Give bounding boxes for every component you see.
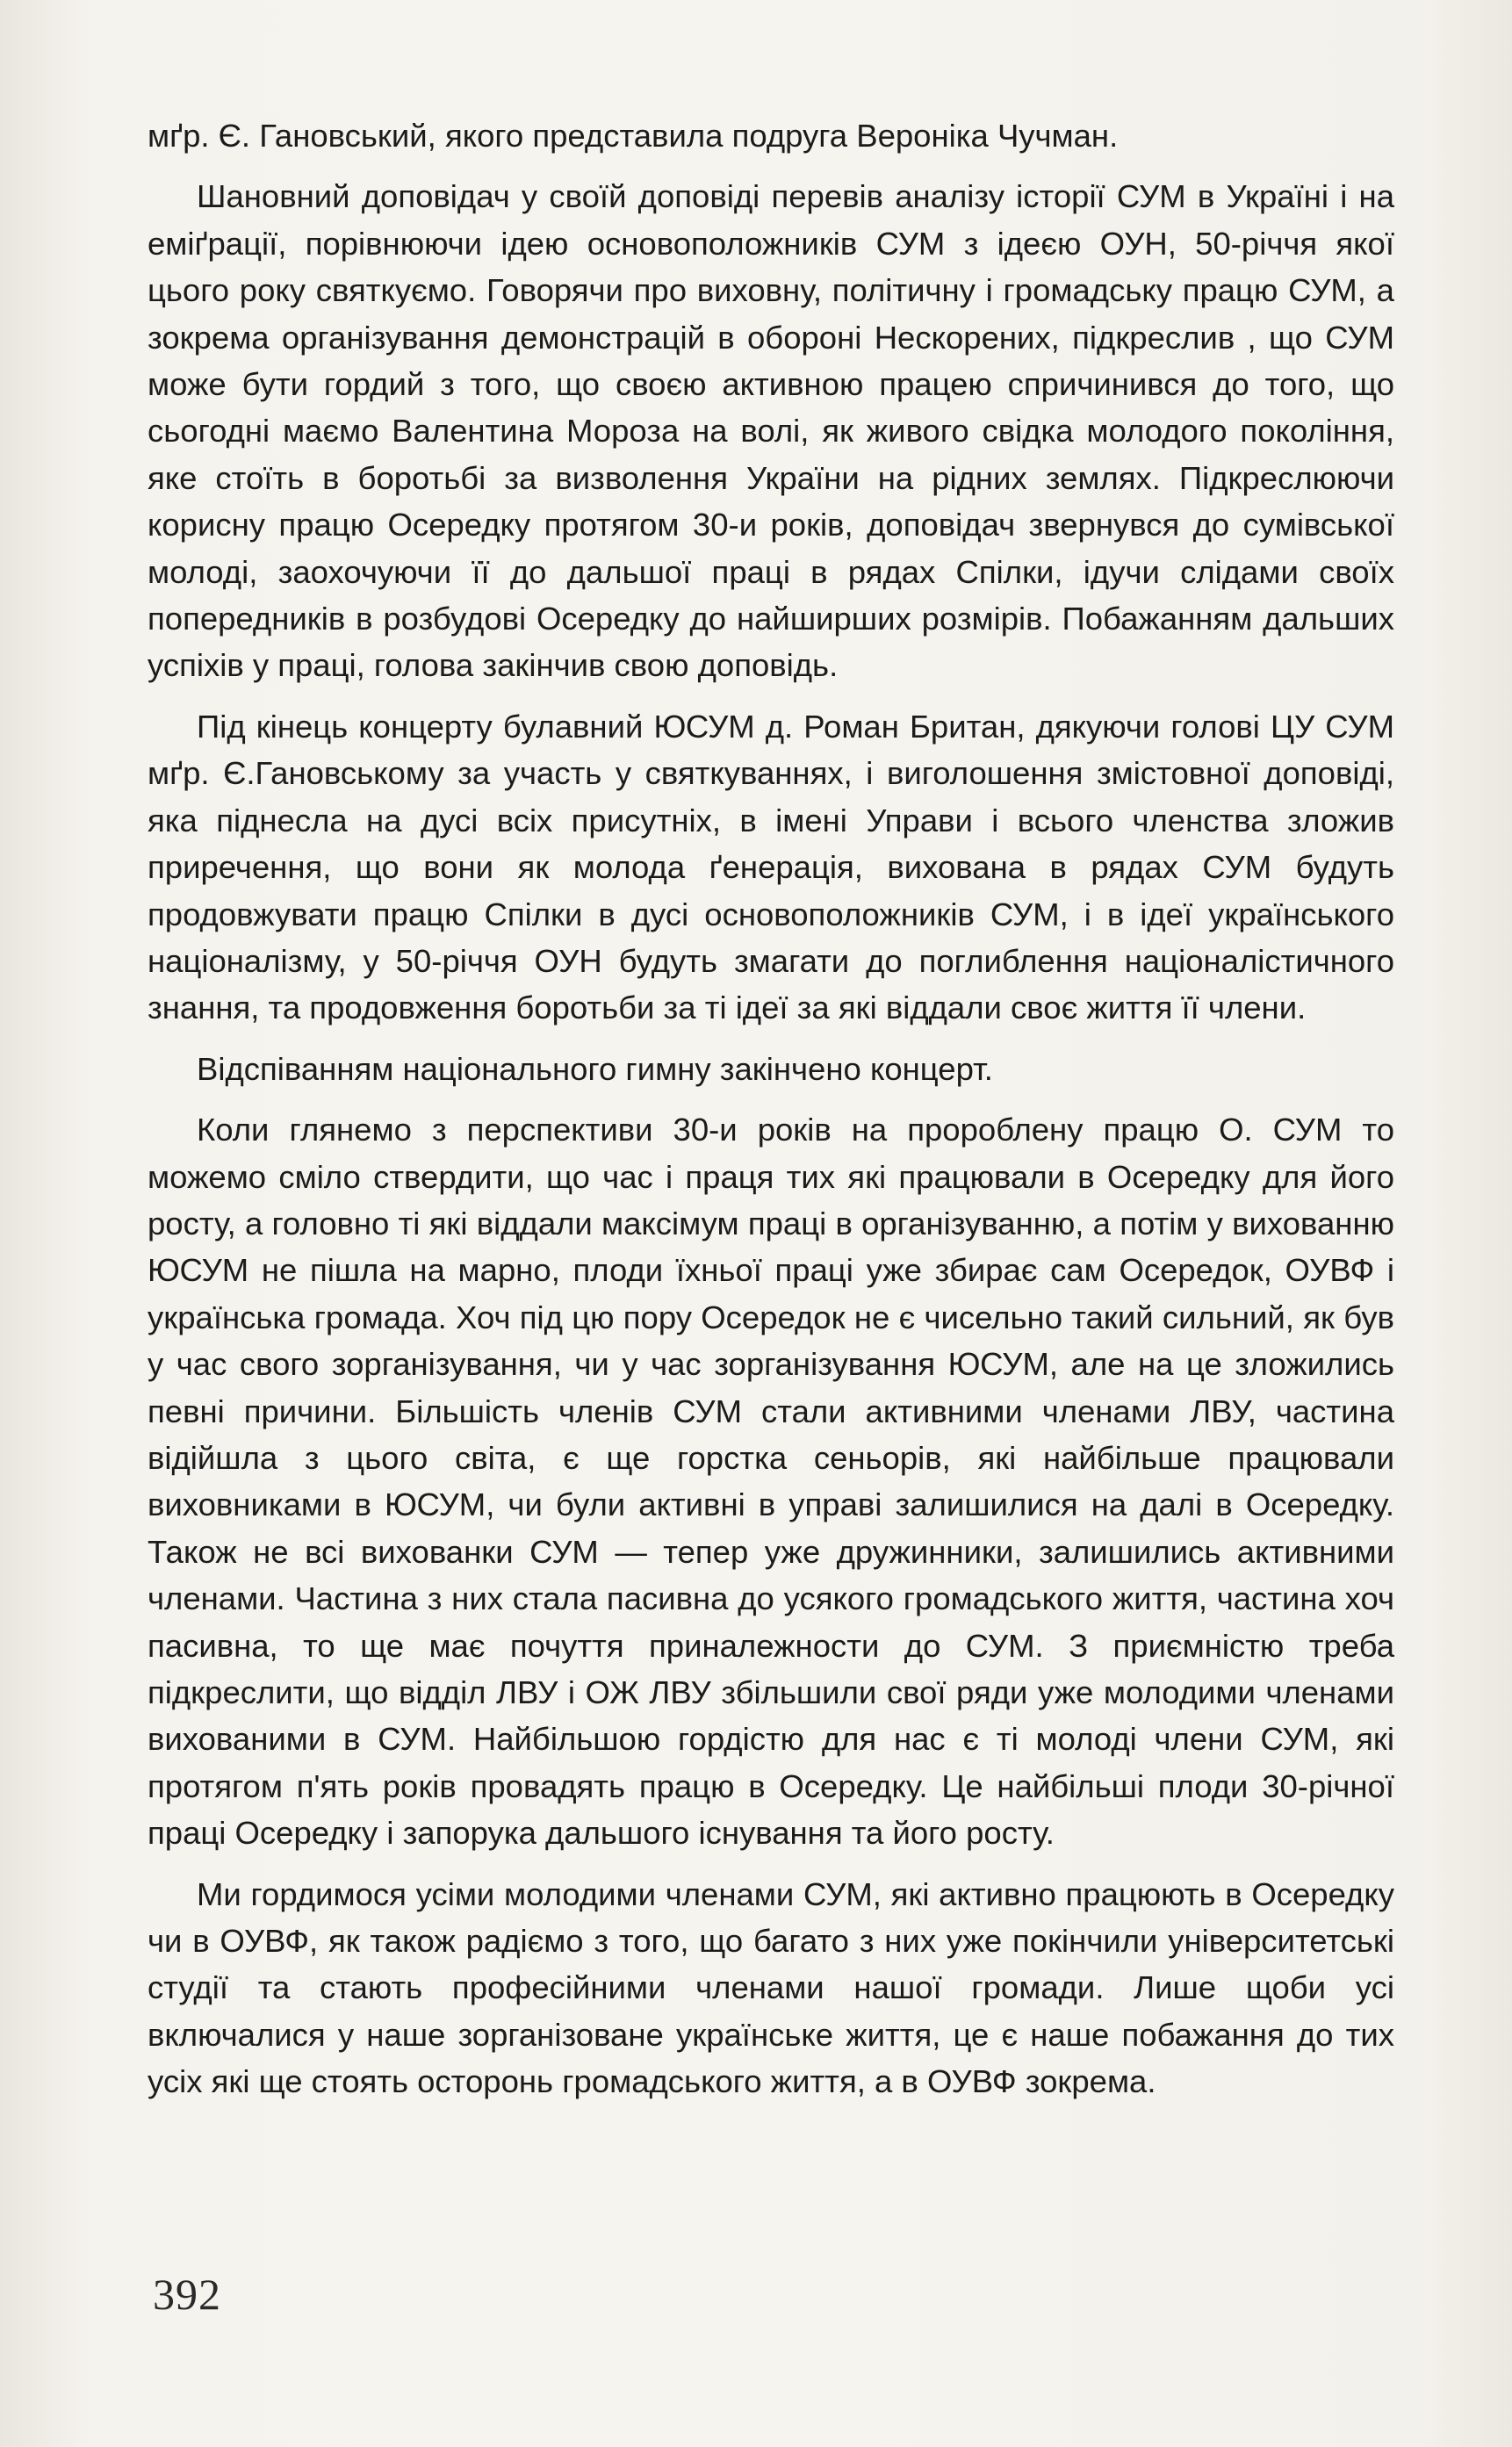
paragraph-4: Відспіванням національного гимну закінчено концерт. [197,1050,993,1087]
paragraph-5: Коли глянемо з перспективи 30-и років на пророблену працю О. СУМ то можемо сміло ствердити, що час і праця тих які працювали в Осередку для його росту, а головно ті які віддали максімум праці в організуванню, а потім у вихованню ЮСУМ не пішла на марно, плоди їхньої праці уже збирає сам Осередок, ОУВФ і українська громада. Хоч під цю пору Осередок не є чисельно такий сильний, як був у час свого зорганізування, чи у час зорганізування ЮСУМ, але на це зложились певні причини. Більшість членів СУМ стали активними членами ЛВУ, частина відійшла з цього світа, є ще горстка сеньорів, які найбільше працювали виховниками в ЮСУМ, чи були активні в управі залишилися на далі в Осередку. Також не всі вихованки СУМ — тепер уже дружинники, залишились активними членами. Частина з них стала пасивна до усякого громадського життя, частина хоч пасивна, то ще має почуття приналежности до СУМ. З приємністю треба підкреслити, що відділ ЛВУ і ОЖ ЛВУ збільшили свої ряди уже молодими членами вихованими в СУМ. Найбільшою гордістю для нас є ті молоді члени СУМ, які протягом п'ять років провадять працю в Осередку. Це найбільші плоди 30-річної праці Осередку і запорука дальшого існування та його росту. [148,1112,1394,1852]
paragraph-1: мґр. Є. Гановський, якого представила подруга Вероніка Чучман. [148,118,1119,154]
paragraph-2: Шановний доповідач у своїй доповіді перевів аналізу історії СУМ в Україні і на еміґрації, порівнюючи ідею основоположників СУМ з ідеєю ОУН, 50-річчя якої цього року святкуємо. Говорячи про виховну, політичну і громадську працю СУМ, а зокрема організування демонстрацій в обороні Нескорених, підкреслив , що СУМ може бути гордий з того, що своєю активною працею спричинився до того, що сьогодні маємо Валентина Мороза на волі, як живого свідка молодого покоління, яке стоїть в боротьбі за визволення України на рідних землях. Підкреслюючи корисну працю Осередку протягом 30-и років, доповідач звернувся до сумівської молоді, заохочуючи її до дальшої праці в рядах Спілки, ідучи слідами своїх попередників в розбудові Осередку до найширших розмірів. Побажанням дальших успіхів у праці, голова закінчив свою доповідь. [148,178,1394,684]
paragraph-6: Ми гордимося усіми молодими членами СУМ, які активно працюють в Осередку чи в ОУВФ, як також радіємо з того, що багато з них уже покінчили університетські студії та стають професійними членами нашої громади. Лише щоби усі включалися у наше зорганізоване українське життя, це є наше побажання до тих усіх які ще стоять осторонь громадського життя, а в ОУВФ зокрема. [148,1875,1394,2100]
page-number: 392 [153,2270,221,2319]
paragraph-3: Під кінець концерту булавний ЮСУМ д. Роман Британ, дякуючи голові ЦУ СУМ мґр. Є.Гановському за участь у святкуваннях, і виголошення змістовної доповіді, яка піднесла на дусі всіх присутніх, в імені Управи і всього членства зложив приречення, що вони як молода ґенерація, вихована в рядах СУМ будуть продовжувати працю Спілки в дусі основоположників СУМ, і в ідеї українського націоналізму, у 50-річчя ОУН будуть змагати до поглиблення націоналістичного знання, та продовження боротьби за ті ідеї за які віддали своє життя її члени. [148,708,1394,1026]
article-body [148,112,1394,2120]
